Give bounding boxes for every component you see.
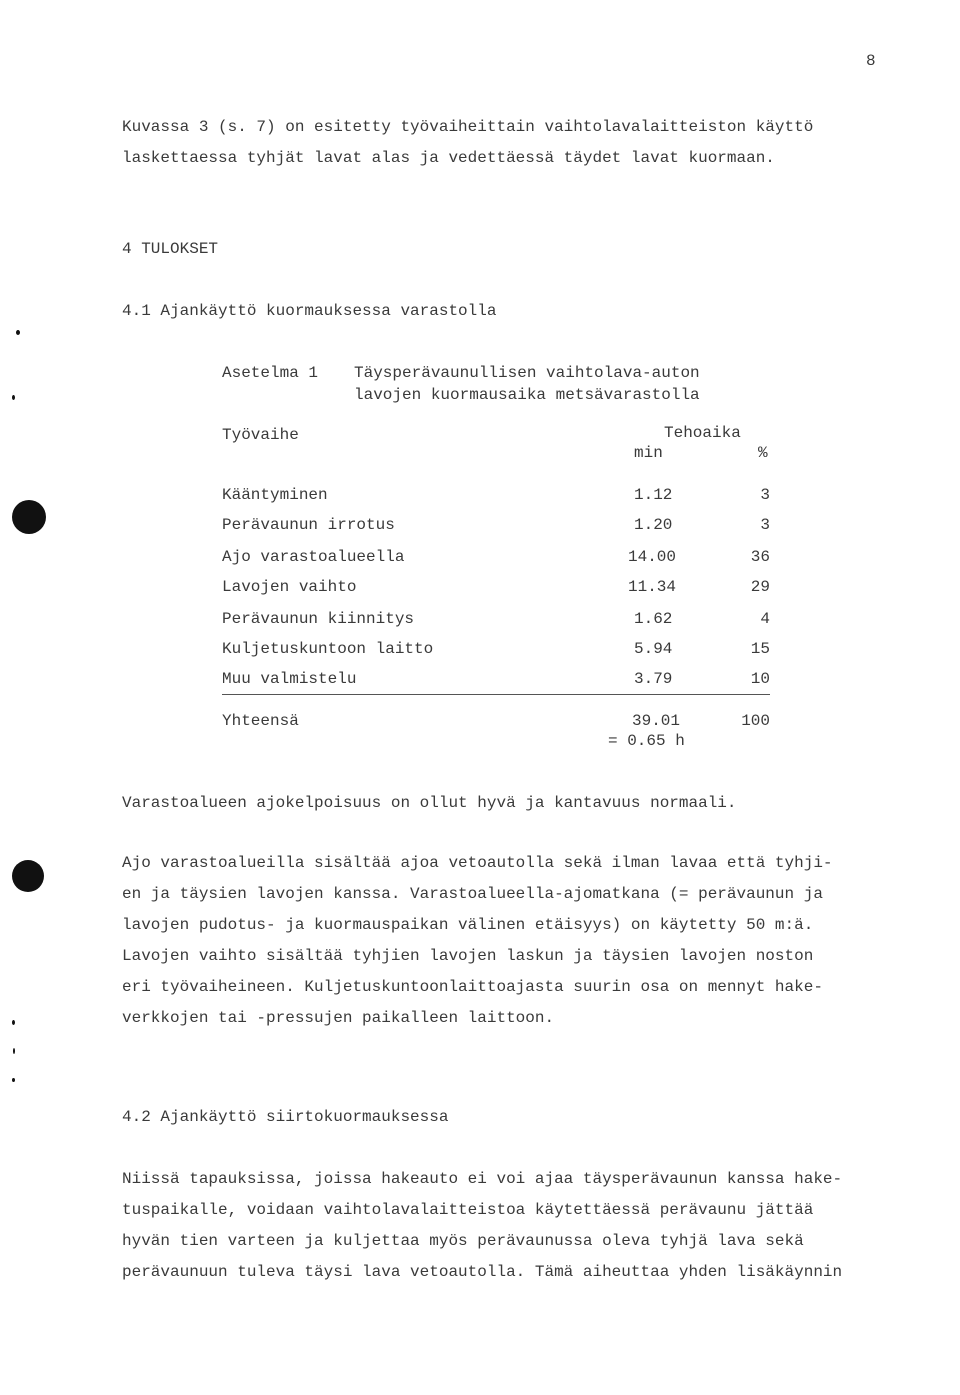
paragraph-line: hyvän tien varteen ja kuljettaa myös perävaunussa oleva tyhjä lava sekä: [122, 1232, 804, 1250]
intro-paragraph: [122, 112, 882, 174]
column-header-percent: %: [758, 444, 768, 462]
table-row: [222, 610, 770, 634]
scan-speck: [13, 1048, 15, 1054]
table-row: [222, 640, 770, 664]
scan-speck: [16, 330, 20, 335]
intro-line: laskettaessa tyhjät lavat alas ja vedettäessä täydet lavat kuormaan.: [122, 149, 775, 167]
column-header-effective-time: Tehoaika: [664, 424, 741, 442]
paragraph-line: perävaunuun tuleva täysi lava vetoautolla. Tämä aiheuttaa yhden lisäkäynnin: [122, 1263, 843, 1281]
setup-description: [354, 362, 700, 406]
row-minutes: 5.94: [634, 640, 673, 658]
binder-hole-mark: [12, 860, 44, 892]
intro-line: Kuvassa 3 (s. 7) on esitetty työvaiheittain vaihtolavalaitteiston käyttö: [122, 118, 814, 136]
row-minutes: 1.12: [634, 486, 673, 504]
table-row: [222, 486, 770, 510]
binder-hole-mark: [12, 500, 46, 534]
row-percent: 4: [760, 610, 770, 628]
total-minutes: 39.01: [632, 712, 681, 730]
setup-description-line: lavojen kuormausaika metsävarastolla: [354, 386, 700, 404]
row-percent: 3: [760, 486, 770, 504]
paragraph-line: Lavojen vaihto sisältää tyhjien lavojen laskun ja täysien lavojen noston: [122, 947, 814, 965]
subsection-heading: 4.1 Ajankäyttö kuormauksessa varastolla: [122, 302, 497, 320]
total-percent: 100: [741, 712, 770, 730]
row-phase: Kääntyminen: [222, 486, 328, 504]
paragraph-line: Ajo varastoalueilla sisältää ajoa vetoautolla sekä ilman lavaa että tyhji-: [122, 854, 833, 872]
row-minutes: 1.20: [634, 516, 673, 534]
total-hours: = 0.65 h: [608, 732, 685, 750]
scan-speck: [12, 1020, 15, 1025]
row-percent: 10: [750, 670, 770, 688]
row-percent: 15: [750, 640, 770, 658]
page-number: 8: [866, 52, 876, 70]
row-phase: Kuljetuskuntoon laitto: [222, 640, 434, 658]
column-header-min: min: [634, 444, 663, 462]
row-minutes: 11.34: [628, 578, 677, 596]
table-row: [222, 670, 770, 694]
paragraph-line: lavojen pudotus- ja kuormauspaikan välinen etäisyys) on käytetty 50 m:ä.: [122, 916, 814, 934]
row-phase: Perävaunun kiinnitys: [222, 610, 415, 628]
row-phase: Muu valmistelu: [222, 670, 357, 688]
row-minutes: 14.00: [628, 548, 677, 566]
paragraph-line: eri työvaiheineen. Kuljetuskuntoonlaittoajasta suurin osa on mennyt hake-: [122, 978, 823, 996]
paragraph-line: en ja täysien lavojen kanssa. Varastoalueella-ajomatkana (= perävaunun ja: [122, 885, 823, 903]
paragraph-transfer-loading: [122, 1164, 882, 1288]
column-header-phase: Työvaihe: [222, 426, 299, 444]
setup-description-line: Täysperävaunullisen vaihtolava-auton: [354, 364, 700, 382]
table-total-row: [222, 712, 770, 736]
total-label: Yhteensä: [222, 712, 299, 730]
scan-speck: [12, 395, 15, 400]
table-total-rule: [222, 694, 770, 695]
row-percent: 36: [750, 548, 770, 566]
row-minutes: 1.62: [634, 610, 673, 628]
table-row: [222, 548, 770, 572]
paragraph-phase-explanation: [122, 848, 882, 1034]
row-percent: 3: [760, 516, 770, 534]
table-row: [222, 578, 770, 602]
subsection-heading: 4.2 Ajankäyttö siirtokuormauksessa: [122, 1108, 449, 1126]
paragraph-road-condition: Varastoalueen ajokelpoisuus on ollut hyvä ja kantavuus normaali.: [122, 794, 737, 812]
paragraph-line: Niissä tapauksissa, joissa hakeauto ei voi ajaa täysperävaunun kanssa hake-: [122, 1170, 843, 1188]
row-phase: Perävaunun irrotus: [222, 516, 395, 534]
row-phase: Lavojen vaihto: [222, 578, 357, 596]
table-row: [222, 516, 770, 540]
section-heading: 4 TULOKSET: [122, 240, 219, 258]
paragraph-line: tuspaikalle, voidaan vaihtolavalaitteistoa käytettäessä perävaunu jättää: [122, 1201, 814, 1219]
paragraph-line: verkkojen tai -pressujen paikalleen laittoon.: [122, 1009, 555, 1027]
scan-speck: [12, 1078, 15, 1082]
row-minutes: 3.79: [634, 670, 673, 688]
row-percent: 29: [750, 578, 770, 596]
row-phase: Ajo varastoalueella: [222, 548, 405, 566]
setup-label: Asetelma 1: [222, 364, 319, 382]
